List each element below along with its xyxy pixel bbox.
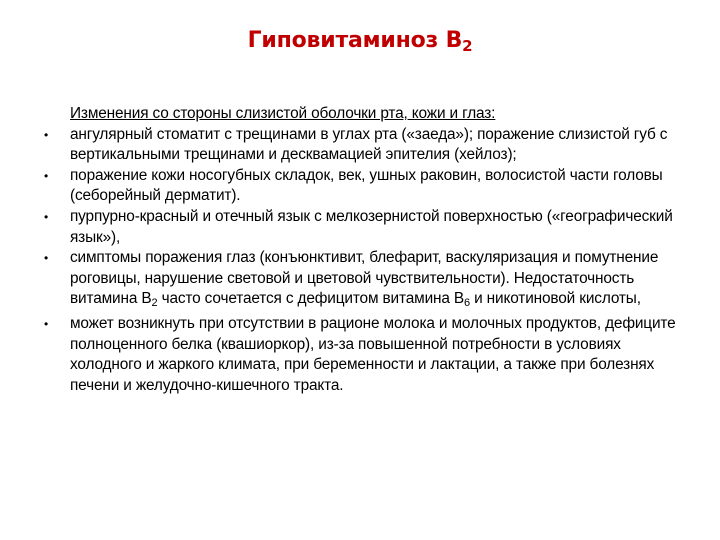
list-item-text: поражение кожи носогубных складок, век, ушных раковин, волосистой части головы (себорейный дерматит). <box>70 166 663 205</box>
slide-title-subscript: 2 <box>462 37 473 55</box>
bullet-icon: • <box>44 209 49 224</box>
list-item <box>40 125 676 166</box>
list-item-text: ангулярный стоматит с трещинами в углах рта («заеда»); поражение слизистой губ с вертикальными трещинами и десквамацией эпителия (хейлоз); <box>70 125 668 164</box>
list-item-text-part: часто сочетается с дефицитом витамина В <box>157 290 465 308</box>
slide-title <box>0 28 720 55</box>
list-item-text: может возникнуть при отсутствии в рационе молока и молочных продуктов, дефиците полноценного белка (квашиоркор), из-за повышенной потребности в условиях холодного и жаркого климата, при беременности и лактации, а также при болезнях печени и желудочно-кишечного тракта. <box>70 314 676 394</box>
slide-title-text: Гиповитаминоз В <box>247 28 463 53</box>
bullet-icon: • <box>44 127 49 142</box>
list-item-text <box>70 249 659 310</box>
subscript: 2 <box>151 297 158 310</box>
subscript: 6 <box>464 297 470 310</box>
intro-text: Изменения со стороны слизистой оболочки рта, кожи и глаз: <box>70 105 496 122</box>
list-item-text: пурпурно-красный и отечный язык с мелкозернистой поверхностью («географический язык»), <box>70 207 673 246</box>
bullet-icon: • <box>44 251 49 266</box>
list-item <box>40 248 676 314</box>
slide-content <box>40 104 676 396</box>
list-item <box>40 314 676 396</box>
list-item-text-part: и никотиновой кислоты, <box>469 290 641 308</box>
list-item-text-part: симптомы поражения глаз (конъюнктивит, блефарит, васкуляризация и помутнение роговицы, нарушение световой и цветовой чувствительности). Недостаточность витамина В <box>70 249 659 308</box>
bullet-icon: • <box>44 168 49 183</box>
bullet-list <box>40 125 676 397</box>
list-item <box>40 207 676 248</box>
bullet-icon: • <box>44 316 49 331</box>
list-item <box>40 166 676 207</box>
